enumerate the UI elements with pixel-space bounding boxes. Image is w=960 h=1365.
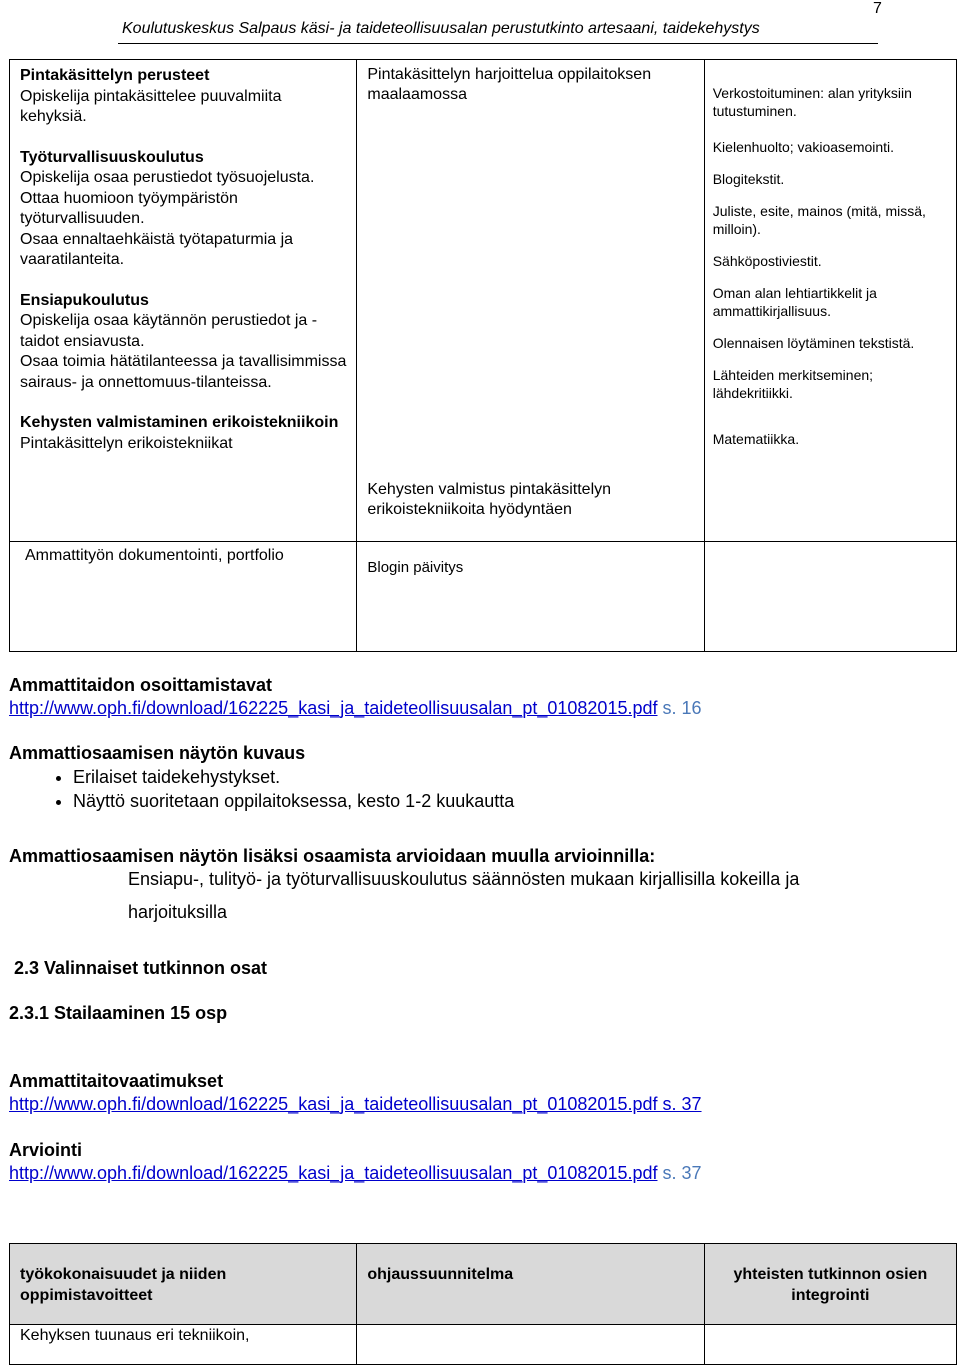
section-requirements	[9, 1070, 702, 1116]
page-number: 7	[873, 0, 882, 17]
block-title: Kehysten valmistaminen erikoistekniikoin	[20, 414, 339, 431]
table-row	[10, 1325, 957, 1365]
list-item: Lähteiden merkitseminen; lähdekritiikki.	[712, 367, 874, 401]
page-reference: s. 37	[662, 1163, 702, 1183]
table-cell-goals	[10, 60, 357, 542]
table-header-row	[10, 1244, 957, 1325]
table-row	[10, 542, 957, 652]
block-text: Opiskelija osaa perustiedot työsuojelusta.	[20, 169, 315, 186]
document-title: Koulutuskeskus Salpaus käsi- ja taideteollisuusalan perustutkinto artesaani, taidekehystys	[122, 20, 760, 37]
plan-text-top: Pintakäsittelyn harjoittelua oppilaitoksen maalaamossa	[367, 66, 652, 103]
block-title: Ensiapukoulutus	[20, 291, 149, 309]
list-item: Oman alan lehtiartikkelit ja ammattikirjallisuus.	[712, 285, 877, 319]
pdf-link[interactable]: http://www.oph.fi/download/162225_kasi_ja_taideteollisuusalan_pt_01082015.pdf	[9, 698, 658, 718]
column-header	[10, 1244, 357, 1325]
table-cell	[357, 1325, 704, 1365]
list-item: Kielenhuolto; vakioasemointi.	[712, 139, 895, 155]
section-heading: Arviointi	[9, 1140, 83, 1160]
table-cell	[10, 1325, 357, 1365]
block-special-techniques	[20, 413, 346, 454]
heading-styling: 2.3.1 Stailaaminen 15 osp	[9, 1003, 228, 1023]
section-exam-description	[9, 742, 514, 813]
list-item: Blogitekstit.	[712, 171, 785, 187]
column-header	[704, 1244, 956, 1325]
table-cell-portfolio	[10, 542, 357, 652]
block-surface-basics	[20, 66, 346, 128]
table-cell	[704, 1325, 956, 1365]
pdf-link[interactable]: http://www.oph.fi/download/162225_kasi_ja_taideteollisuusalan_pt_01082015.pdf s. 37	[9, 1094, 702, 1114]
section-heading: Ammattiosaamisen näytön lisäksi osaamista arvioidaan muulla arvioinnilla:	[9, 846, 656, 866]
page-header	[0, 0, 960, 44]
section-heading: Ammattiosaamisen näytön kuvaus	[9, 743, 306, 763]
section-heading: Ammattitaidon osoittamistavat	[9, 675, 273, 695]
block-title: Pintakäsittelyn perusteet	[20, 67, 210, 84]
plan-text-bottom: Kehysten valmistus pintakäsittelyn erikoistekniikoita hyödyntäen	[367, 481, 612, 518]
section-demonstration	[9, 674, 702, 720]
section-evaluation	[9, 1139, 702, 1185]
column-header	[357, 1244, 704, 1325]
page-reference: s. 16	[662, 698, 702, 718]
curriculum-table	[9, 59, 957, 652]
list-item: • Erilaiset taidekehystykset.	[73, 765, 514, 789]
heading-optional-parts: 2.3 Valinnaiset tutkinnon osat	[14, 958, 268, 978]
list-item: Olennaisen löytäminen tekstistä.	[712, 335, 915, 351]
block-safety-training	[20, 148, 346, 271]
table-cell-empty	[704, 542, 956, 652]
block-text: Opiskelija pintakäsittelee puuvalmiita kehyksiä.	[20, 87, 282, 125]
assessment-text: harjoituksilla	[128, 902, 228, 922]
block-first-aid	[20, 291, 346, 394]
header-text: ohjaussuunnitelma	[367, 1266, 514, 1283]
table-cell-integration	[704, 60, 956, 542]
block-text: Pintakäsittelyn erikoistekniikat	[20, 434, 233, 452]
block-text: Osaa ennaltaehkäistä työtapaturmia ja vaaratilanteita.	[20, 230, 294, 268]
cell-text: Blogin päivitys	[367, 559, 464, 576]
header-text: yhteisten tutkinnon osien integrointi	[733, 1266, 928, 1304]
work-units-table	[9, 1243, 957, 1365]
header-divider	[118, 43, 878, 44]
block-text: Osaa toimia hätätilanteessa ja tavallisimmissa sairaus- ja onnettomuus-tilanteissa.	[20, 353, 347, 391]
list-item: Verkostoituminen: alan yrityksiin tutustuminen.	[712, 85, 912, 119]
table-cell-plan	[357, 60, 704, 542]
list-item: Sähköpostiviestit.	[712, 253, 822, 269]
block-text: Opiskelija osaa käytännön perustiedot ja -taidot ensiavusta.	[20, 312, 318, 350]
header-text: työkokonaisuudet ja niiden oppimistavoitteet	[20, 1266, 227, 1304]
exam-list	[9, 765, 514, 813]
block-text: Ottaa huomioon työympäristön työturvallisuuden.	[20, 189, 238, 227]
table-cell-blog	[357, 542, 704, 652]
section-heading: Ammattitaitovaatimukset	[9, 1071, 224, 1091]
list-item: Matematiikka.	[712, 431, 800, 447]
block-title: Työturvallisuuskoulutus	[20, 148, 204, 166]
assessment-text: Ensiapu-, tulityö- ja työturvallisuuskoulutus säännösten mukaan kirjallisilla kokeilla ja	[128, 869, 800, 889]
section-other-assessment	[9, 845, 949, 924]
table-row	[10, 60, 957, 542]
list-item: • Näyttö suoritetaan oppilaitoksessa, kesto 1-2 kuukautta	[73, 789, 514, 813]
pdf-link[interactable]: http://www.oph.fi/download/162225_kasi_ja_taideteollisuusalan_pt_01082015.pdf	[9, 1163, 658, 1183]
cell-text: Ammattityön dokumentointi, portfolio	[25, 547, 284, 564]
cell-text: Kehyksen tuunaus eri tekniikoin,	[20, 1327, 250, 1344]
list-item: Juliste, esite, mainos (mitä, missä, milloin).	[712, 203, 926, 237]
